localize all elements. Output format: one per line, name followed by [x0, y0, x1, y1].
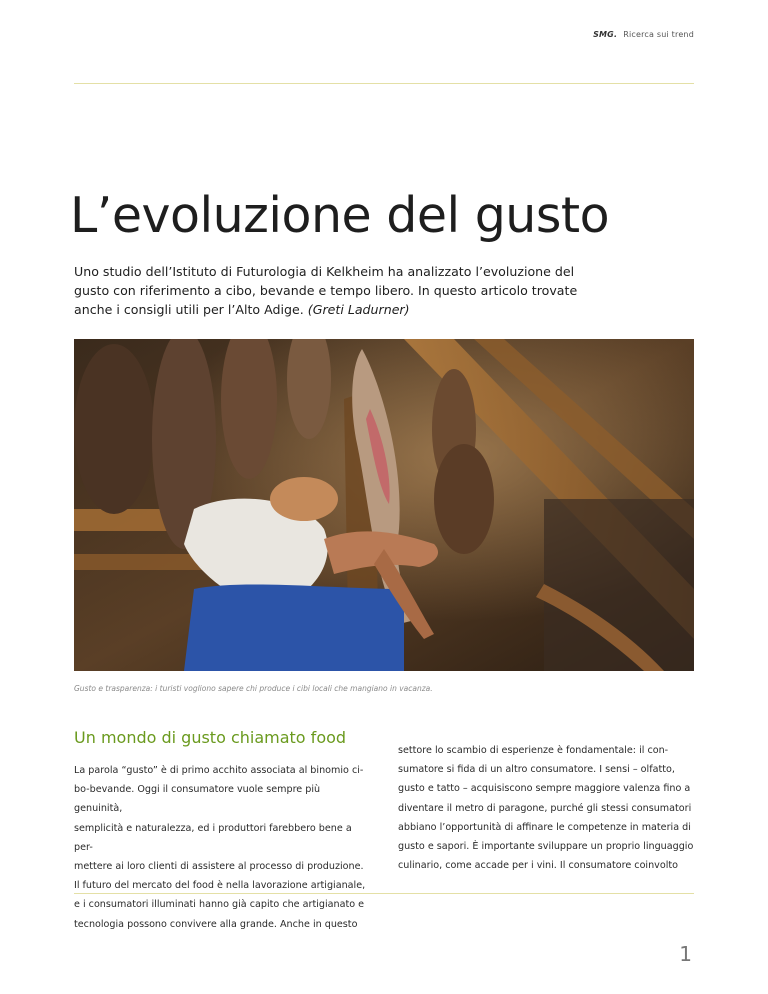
section-heading: Un mondo di gusto chiamato food: [74, 728, 347, 747]
text-line: gusto e sapori. È importante sviluppare un proprio linguaggio: [398, 841, 694, 853]
text-line: gusto e tatto – acquisiscono sempre maggiore valenza fino a: [398, 783, 691, 795]
ham-cellar-image: [74, 339, 694, 671]
article-photo: [74, 339, 694, 671]
text-line: mettere ai loro clienti di assistere al processo di produzione.: [74, 861, 364, 873]
text-line: bo-bevande. Oggi il consumatore vuole sempre più genuinità,: [74, 784, 321, 815]
body-column-left: [74, 761, 370, 934]
brand-logo: SMG.: [593, 30, 618, 39]
text-line: settore lo scambio di esperienze è fondamentale: il con-: [398, 745, 669, 756]
text-line: Il futuro del mercato del food è nella lavorazione artigianale,: [74, 880, 366, 892]
running-header: [593, 30, 694, 39]
section-label: Ricerca sui trend: [623, 30, 694, 39]
bottom-divider: [74, 893, 694, 894]
top-divider: [74, 83, 694, 84]
article-lead: [74, 262, 594, 319]
author-credit: (Greti Ladurner): [307, 302, 410, 317]
text-line: e i consumatori illuminati hanno già capito che artigianato e: [74, 899, 365, 911]
text-line: culinario, come accade per i vini. Il consumatore coinvolto: [398, 860, 679, 872]
photo-caption: Gusto e trasparenza: i turisti vogliono sapere chi produce i cibi locali che mangiano in vacanza.: [74, 684, 433, 693]
body-column-right: [398, 741, 694, 875]
text-line: semplicità e naturalezza, ed i produttori farebbero bene a per-: [74, 822, 352, 853]
article-title: L’evoluzione del gusto: [70, 187, 610, 244]
text-line: sumatore si fida di un altro consumatore. I sensi – olfatto,: [398, 764, 675, 776]
text-line: La parola “gusto” è di primo acchito associata al binomio ci-: [74, 765, 364, 776]
text-line: tecnologia possono convivere alla grande. Anche in questo: [74, 918, 358, 930]
page-number: 1: [679, 942, 692, 966]
text-line: abbiano l’opportunità di affinare le competenze in materia di: [398, 821, 691, 833]
lead-text: Uno studio dell’Istituto di Futurologia di Kelkheim ha analizzato l’evoluzione del gusto con riferimento a cibo, bevande e tempo libero. In questo articolo trovate anche i consigli utili per l’Alto Adige.: [74, 264, 578, 317]
text-line: diventare il metro di paragone, purché gli stessi consumatori: [398, 802, 692, 814]
